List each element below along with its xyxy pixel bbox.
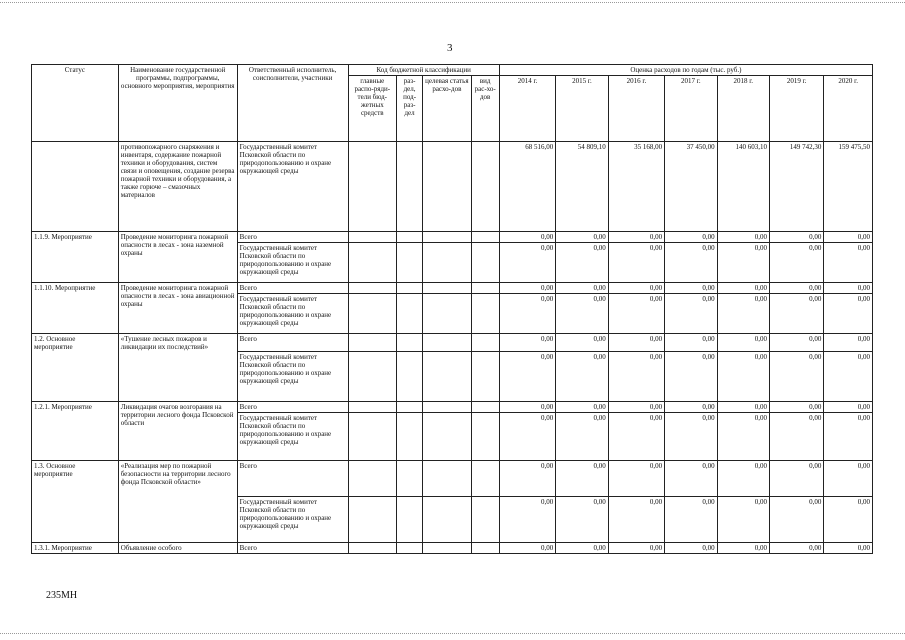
code-cell bbox=[348, 413, 396, 461]
status-cell: 1.2. Основное мероприятие bbox=[32, 334, 119, 402]
code-cell bbox=[423, 232, 471, 243]
amount-cell: 0,00 bbox=[499, 543, 555, 554]
amount-cell: 0,00 bbox=[665, 461, 717, 497]
executor-cell: Всего bbox=[237, 232, 348, 243]
amount-cell: 37 450,00 bbox=[665, 142, 717, 232]
amount-cell: 0,00 bbox=[556, 243, 608, 283]
code-cell bbox=[423, 497, 471, 543]
code-cell bbox=[396, 232, 422, 243]
amount-cell: 0,00 bbox=[717, 402, 769, 413]
code-cell bbox=[423, 142, 471, 232]
name-cell: противопожарного снаряжения и инвентаря, содержание пожарной техники и оборудования, систем связи и оповещения, создание резерва пожарной техники и оборудования, а также горюче – смазочных материалов bbox=[118, 142, 237, 232]
header-main-managers: главные распо-ряди-тели бюд-жетных средств bbox=[348, 76, 396, 142]
status-cell bbox=[32, 142, 119, 232]
page-number: 3 bbox=[447, 42, 453, 54]
name-cell: «Тушение лесных пожаров и ликвидации их последствий» bbox=[118, 334, 237, 402]
amount-cell: 0,00 bbox=[824, 232, 873, 243]
code-cell bbox=[348, 243, 396, 283]
code-cell bbox=[396, 461, 422, 497]
status-cell: 1.3.1. Мероприятие bbox=[32, 543, 119, 554]
amount-cell: 0,00 bbox=[769, 413, 823, 461]
code-cell bbox=[396, 283, 422, 294]
amount-cell: 0,00 bbox=[608, 334, 664, 352]
code-cell bbox=[471, 334, 499, 352]
table-row bbox=[32, 402, 873, 413]
amount-cell: 0,00 bbox=[556, 497, 608, 543]
table-row bbox=[32, 283, 873, 294]
code-cell bbox=[423, 461, 471, 497]
name-cell: Проведение мониторинга пожарной опасности в лесах - зона авиационной охраны bbox=[118, 283, 237, 334]
header-expenses: Оценка расходов по годам (тыс. руб.) bbox=[499, 65, 872, 76]
code-cell bbox=[423, 334, 471, 352]
status-cell: 1.2.1. Мероприятие bbox=[32, 402, 119, 461]
executor-cell: Государственный комитет Псковской области по природопользованию и охране окружающей среды bbox=[237, 142, 348, 232]
amount-cell: 0,00 bbox=[499, 352, 555, 402]
header-year: 2019 г. bbox=[769, 76, 823, 142]
executor-cell: Государственный комитет Псковской области по природопользованию и охране окружающей среды bbox=[237, 243, 348, 283]
amount-cell: 0,00 bbox=[665, 497, 717, 543]
amount-cell: 0,00 bbox=[717, 232, 769, 243]
header-name: Наименование государственной программы, подпрограммы, основного мероприятия, мероприятия bbox=[118, 65, 237, 142]
amount-cell: 0,00 bbox=[769, 243, 823, 283]
amount-cell: 0,00 bbox=[665, 352, 717, 402]
code-cell bbox=[423, 283, 471, 294]
amount-cell: 0,00 bbox=[665, 543, 717, 554]
header-expense-type: вид рас-хо-дов bbox=[471, 76, 499, 142]
amount-cell: 68 516,00 bbox=[499, 142, 555, 232]
executor-cell: Всего bbox=[237, 402, 348, 413]
amount-cell: 0,00 bbox=[556, 461, 608, 497]
amount-cell: 0,00 bbox=[824, 283, 873, 294]
code-cell bbox=[423, 243, 471, 283]
code-cell bbox=[471, 461, 499, 497]
amount-cell: 0,00 bbox=[556, 283, 608, 294]
amount-cell: 0,00 bbox=[608, 461, 664, 497]
header-year: 2018 г. bbox=[717, 76, 769, 142]
amount-cell: 0,00 bbox=[824, 402, 873, 413]
header-year: 2020 г. bbox=[824, 76, 873, 142]
amount-cell: 0,00 bbox=[608, 413, 664, 461]
amount-cell: 0,00 bbox=[556, 352, 608, 402]
amount-cell: 0,00 bbox=[717, 243, 769, 283]
code-cell bbox=[396, 402, 422, 413]
amount-cell: 0,00 bbox=[608, 352, 664, 402]
amount-cell: 0,00 bbox=[608, 243, 664, 283]
name-cell: Ликвидация очагов возгорания на территории лесного фонда Псковской области bbox=[118, 402, 237, 461]
amount-cell: 0,00 bbox=[769, 352, 823, 402]
code-cell bbox=[396, 294, 422, 334]
table-row bbox=[32, 543, 873, 554]
code-cell bbox=[471, 232, 499, 243]
code-cell bbox=[471, 243, 499, 283]
table-row bbox=[32, 334, 873, 352]
name-cell: «Реализация мер по пожарной безопасности на территории лесного фонда Псковской области» bbox=[118, 461, 237, 543]
code-cell bbox=[423, 413, 471, 461]
code-cell bbox=[471, 543, 499, 554]
header-status: Статус bbox=[32, 65, 119, 142]
code-cell bbox=[348, 142, 396, 232]
amount-cell: 0,00 bbox=[608, 543, 664, 554]
amount-cell: 0,00 bbox=[665, 283, 717, 294]
header-executor: Ответственный исполнитель, соисполнители, участники bbox=[237, 65, 348, 142]
amount-cell: 0,00 bbox=[556, 334, 608, 352]
table-header bbox=[32, 65, 873, 142]
header-year: 2016 г. bbox=[608, 76, 664, 142]
amount-cell: 0,00 bbox=[499, 243, 555, 283]
amount-cell: 0,00 bbox=[717, 352, 769, 402]
code-cell bbox=[396, 543, 422, 554]
amount-cell: 0,00 bbox=[824, 334, 873, 352]
code-cell bbox=[396, 352, 422, 402]
amount-cell: 0,00 bbox=[824, 461, 873, 497]
amount-cell: 0,00 bbox=[499, 232, 555, 243]
executor-cell: Всего bbox=[237, 283, 348, 294]
name-cell: Объявление особого bbox=[118, 543, 237, 554]
amount-cell: 0,00 bbox=[608, 402, 664, 413]
table-row bbox=[32, 232, 873, 243]
code-cell bbox=[423, 352, 471, 402]
code-cell bbox=[471, 413, 499, 461]
code-cell bbox=[348, 461, 396, 497]
amount-cell: 0,00 bbox=[824, 543, 873, 554]
table-row bbox=[32, 142, 873, 232]
amount-cell: 0,00 bbox=[499, 283, 555, 294]
amount-cell: 0,00 bbox=[499, 294, 555, 334]
amount-cell: 0,00 bbox=[665, 413, 717, 461]
amount-cell: 140 603,10 bbox=[717, 142, 769, 232]
amount-cell: 0,00 bbox=[556, 402, 608, 413]
amount-cell: 0,00 bbox=[824, 294, 873, 334]
amount-cell: 0,00 bbox=[769, 497, 823, 543]
amount-cell: 149 742,30 bbox=[769, 142, 823, 232]
amount-cell: 0,00 bbox=[769, 232, 823, 243]
amount-cell: 0,00 bbox=[717, 497, 769, 543]
status-cell: 1.1.9. Мероприятие bbox=[32, 232, 119, 283]
amount-cell: 0,00 bbox=[499, 334, 555, 352]
amount-cell: 0,00 bbox=[608, 283, 664, 294]
amount-cell: 0,00 bbox=[665, 402, 717, 413]
executor-cell: Государственный комитет Псковской области по природопользованию и охране окружающей среды bbox=[237, 413, 348, 461]
header-year: 2015 г. bbox=[556, 76, 608, 142]
amount-cell: 0,00 bbox=[824, 352, 873, 402]
code-cell bbox=[396, 497, 422, 543]
executor-cell: Всего bbox=[237, 543, 348, 554]
amount-cell: 0,00 bbox=[717, 461, 769, 497]
amount-cell: 0,00 bbox=[665, 232, 717, 243]
amount-cell: 0,00 bbox=[769, 543, 823, 554]
code-cell bbox=[471, 294, 499, 334]
code-cell bbox=[423, 294, 471, 334]
code-cell bbox=[348, 232, 396, 243]
table-row bbox=[32, 461, 873, 497]
amount-cell: 0,00 bbox=[717, 283, 769, 294]
amount-cell: 0,00 bbox=[717, 543, 769, 554]
code-cell bbox=[348, 352, 396, 402]
header-section: раз-дел, под-раз-дел bbox=[396, 76, 422, 142]
amount-cell: 54 809,10 bbox=[556, 142, 608, 232]
header-budget-code: Код бюджетной классификации bbox=[348, 65, 499, 76]
table-body bbox=[32, 142, 873, 554]
amount-cell: 0,00 bbox=[769, 334, 823, 352]
amount-cell: 0,00 bbox=[499, 413, 555, 461]
header-year: 2017 г. bbox=[665, 76, 717, 142]
code-cell bbox=[396, 413, 422, 461]
page-top-rule bbox=[0, 2, 905, 3]
amount-cell: 0,00 bbox=[824, 413, 873, 461]
amount-cell: 0,00 bbox=[665, 334, 717, 352]
amount-cell: 0,00 bbox=[824, 497, 873, 543]
code-cell bbox=[348, 283, 396, 294]
code-cell bbox=[348, 334, 396, 352]
code-cell bbox=[348, 294, 396, 334]
code-cell bbox=[471, 283, 499, 294]
executor-cell: Государственный комитет Псковской области по природопользованию и охране окружающей среды bbox=[237, 497, 348, 543]
executor-cell: Всего bbox=[237, 461, 348, 497]
amount-cell: 0,00 bbox=[556, 294, 608, 334]
amount-cell: 0,00 bbox=[665, 294, 717, 334]
amount-cell: 0,00 bbox=[665, 243, 717, 283]
amount-cell: 0,00 bbox=[556, 543, 608, 554]
amount-cell: 0,00 bbox=[824, 243, 873, 283]
amount-cell: 0,00 bbox=[608, 497, 664, 543]
amount-cell: 0,00 bbox=[608, 294, 664, 334]
amount-cell: 0,00 bbox=[769, 294, 823, 334]
amount-cell: 0,00 bbox=[717, 334, 769, 352]
document-code: 235МН bbox=[46, 590, 78, 601]
code-cell bbox=[423, 402, 471, 413]
code-cell bbox=[471, 142, 499, 232]
amount-cell: 0,00 bbox=[556, 232, 608, 243]
amount-cell: 0,00 bbox=[769, 461, 823, 497]
page-bottom-rule bbox=[0, 633, 905, 634]
code-cell bbox=[471, 497, 499, 543]
amount-cell: 0,00 bbox=[769, 283, 823, 294]
amount-cell: 0,00 bbox=[499, 461, 555, 497]
code-cell bbox=[396, 334, 422, 352]
status-cell: 1.3. Основное мероприятие bbox=[32, 461, 119, 543]
amount-cell: 0,00 bbox=[769, 402, 823, 413]
name-cell: Проведение мониторинга пожарной опасности в лесах - зона наземной охраны bbox=[118, 232, 237, 283]
header-year: 2014 г. bbox=[499, 76, 555, 142]
amount-cell: 35 168,00 bbox=[608, 142, 664, 232]
executor-cell: Государственный комитет Псковской области по природопользованию и охране окружающей среды bbox=[237, 352, 348, 402]
amount-cell: 0,00 bbox=[717, 294, 769, 334]
amount-cell: 159 475,50 bbox=[824, 142, 873, 232]
code-cell bbox=[396, 142, 422, 232]
amount-cell: 0,00 bbox=[608, 232, 664, 243]
amount-cell: 0,00 bbox=[556, 413, 608, 461]
amount-cell: 0,00 bbox=[717, 413, 769, 461]
code-cell bbox=[396, 243, 422, 283]
code-cell bbox=[471, 352, 499, 402]
executor-cell: Всего bbox=[237, 334, 348, 352]
header-target-article: целевая статья расхо-дов bbox=[423, 76, 471, 142]
status-cell: 1.1.10. Мероприятие bbox=[32, 283, 119, 334]
code-cell bbox=[471, 402, 499, 413]
budget-table bbox=[31, 64, 873, 554]
amount-cell: 0,00 bbox=[499, 497, 555, 543]
amount-cell: 0,00 bbox=[499, 402, 555, 413]
code-cell bbox=[348, 402, 396, 413]
code-cell bbox=[348, 497, 396, 543]
code-cell bbox=[348, 543, 396, 554]
executor-cell: Государственный комитет Псковской области по природопользованию и охране окружающей среды bbox=[237, 294, 348, 334]
code-cell bbox=[423, 543, 471, 554]
